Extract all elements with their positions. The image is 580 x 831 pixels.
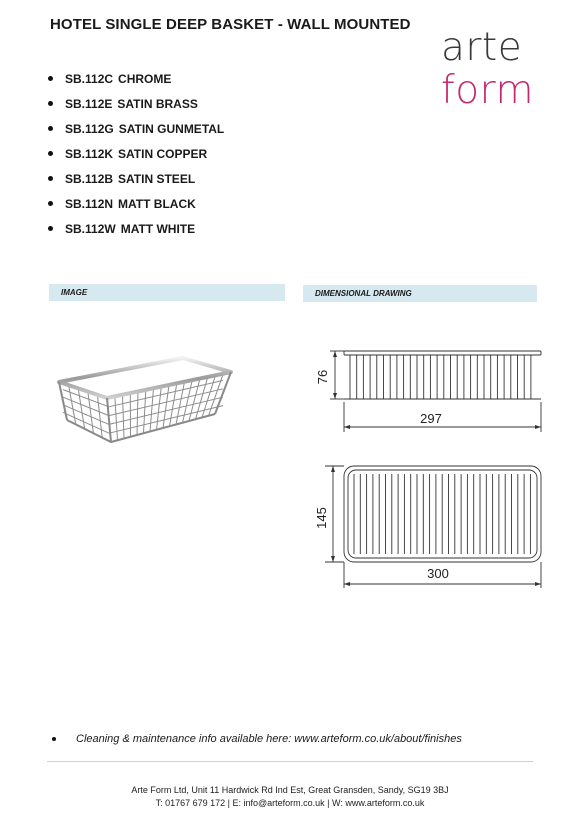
- variant-code: SB.112B: [65, 171, 114, 186]
- variant-finish: SATIN COPPER: [118, 146, 208, 161]
- logo-line-arte: arte: [441, 25, 523, 70]
- variant-code: SB.112G: [65, 121, 114, 136]
- footer-contact: T: 01767 679 172 | E: info@arteform.co.uk | W: www.arteform.co.uk: [155, 798, 425, 808]
- logo-line-form: form: [441, 68, 534, 113]
- cleaning-note-text: Cleaning & maintenance info available here: www.arteform.co.uk/about/finishes: [76, 733, 462, 745]
- list-item: [48, 66, 224, 91]
- bullet-icon: [48, 201, 53, 206]
- depth-dimension-label: 145: [314, 507, 329, 529]
- list-item: [48, 116, 224, 141]
- variant-finish: MATT BLACK: [118, 196, 196, 211]
- basket-product-image: [55, 352, 235, 452]
- finish-variants-list: [48, 66, 224, 241]
- arteform-logo: [441, 25, 534, 113]
- variant-finish: SATIN GUNMETAL: [118, 121, 225, 136]
- height-dimension-label: 76: [315, 369, 330, 385]
- bullet-icon: [48, 226, 53, 231]
- cleaning-note: [52, 733, 462, 745]
- variant-code: SB.112E: [65, 96, 113, 111]
- page-title: HOTEL SINGLE DEEP BASKET - WALL MOUNTED: [50, 16, 411, 33]
- list-item: [48, 216, 224, 241]
- bullet-icon: [48, 101, 53, 106]
- variant-code: SB.112N: [65, 196, 114, 211]
- variant-code: SB.112W: [65, 221, 116, 236]
- front-width-dimension-label: 297: [420, 411, 442, 426]
- bullet-icon: [48, 151, 53, 156]
- bullet-icon: [48, 126, 53, 131]
- list-item: [48, 191, 224, 216]
- variant-finish: MATT WHITE: [120, 221, 196, 236]
- bullet-icon: [48, 76, 53, 81]
- top-width-dimension-label: 300: [427, 566, 449, 581]
- image-section-header: IMAGE: [49, 284, 285, 301]
- variant-code: SB.112K: [65, 146, 114, 161]
- list-item: [48, 141, 224, 166]
- bullet-icon: [48, 176, 53, 181]
- dimensional-drawing: [300, 340, 550, 600]
- variant-finish: CHROME: [118, 71, 172, 86]
- drawing-section-header: DIMENSIONAL DRAWING: [303, 285, 537, 302]
- footer-divider: [47, 761, 533, 762]
- variant-finish: SATIN BRASS: [117, 96, 198, 111]
- variant-code: SB.112C: [65, 71, 114, 86]
- list-item: [48, 166, 224, 191]
- footer-address: Arte Form Ltd, Unit 11 Hardwick Rd Ind Est, Great Gransden, Sandy, SG19 3BJ: [131, 785, 449, 795]
- list-item: [48, 91, 224, 116]
- variant-finish: SATIN STEEL: [118, 171, 196, 186]
- bullet-icon: [52, 737, 56, 741]
